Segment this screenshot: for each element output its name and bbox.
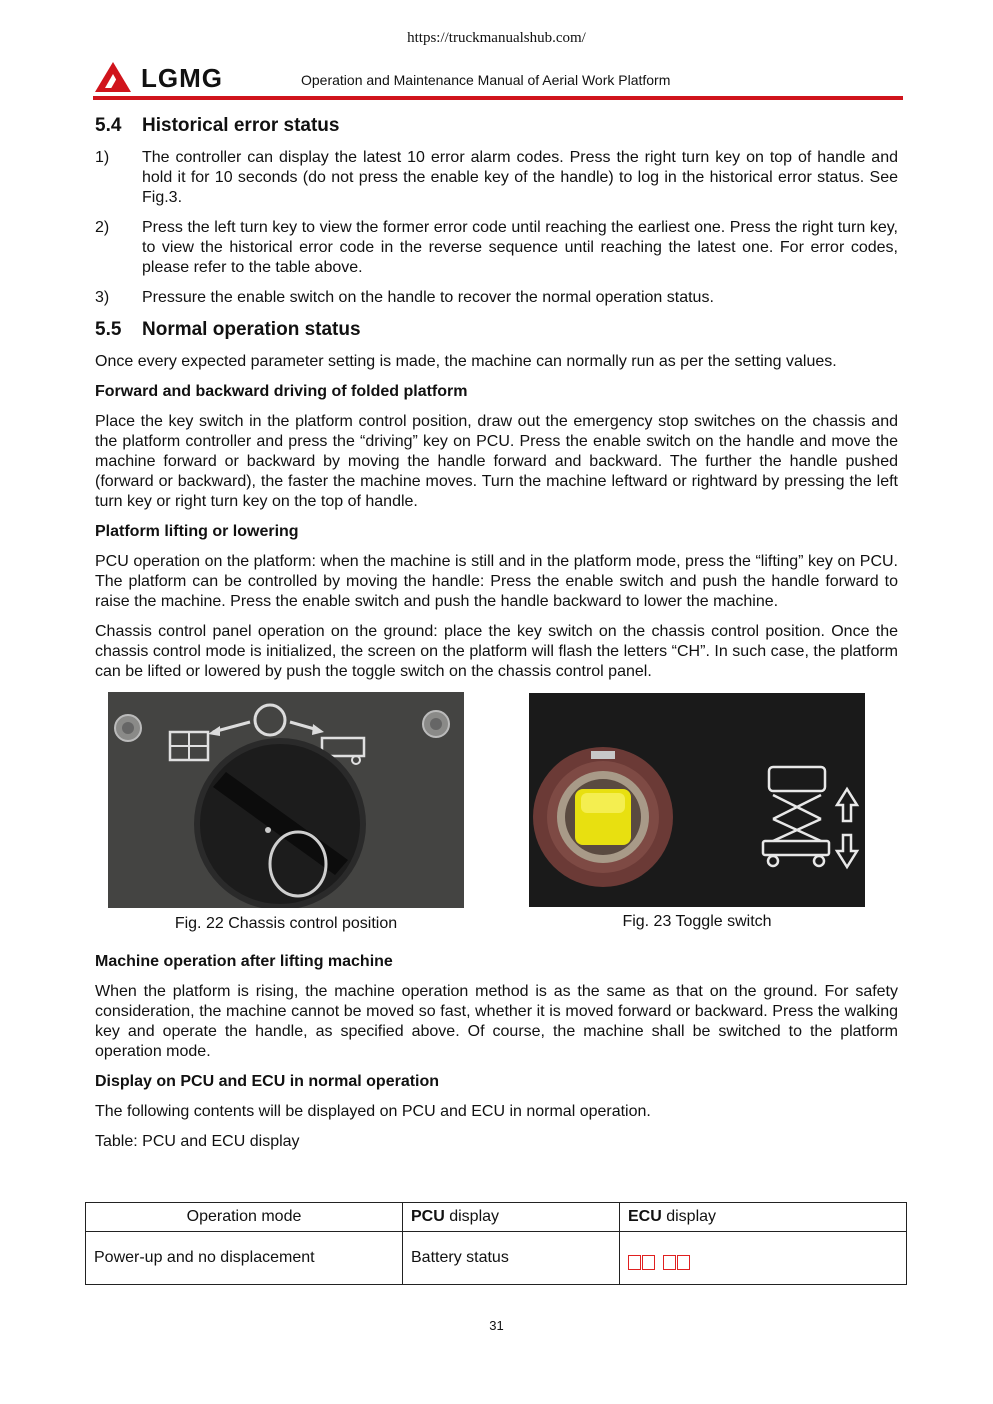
- lifting-paragraph-pcu: PCU operation on the platform: when the machine is still and in the platform mode, press the “lifting” key on PCU. The platform can be controlled by moving the handle: Press the enable switch and push the handle forward to raise the machine. Press the enable switch and push the handle backward to lower the machine.: [95, 553, 898, 610]
- subheading-lifting: Platform lifting or lowering: [95, 523, 299, 540]
- figure-row: [0, 692, 993, 942]
- after-lifting-paragraph: When the platform is rising, the machine operation method is as the same as that on the ground. For safety consideration, the machine cannot be moved so fast, whether it is moved forward or backward. Press the walking key and operate the handle, as specified above. Of course, the machine shall be switched to the platform operation mode.: [95, 983, 898, 1060]
- header-pcu-display: PCU display: [403, 1203, 620, 1232]
- subheading-after-lifting: Machine operation after lifting machine: [95, 953, 393, 970]
- section-heading-5-4: 5.4 Historical error status: [95, 115, 340, 136]
- subheading-display: Display on PCU and ECU in normal operation: [95, 1073, 440, 1090]
- cell-pcu-display: Battery status: [403, 1232, 620, 1285]
- display-paragraph: The following contents will be displayed on PCU and ECU in normal operation.: [95, 1103, 651, 1120]
- cell-operation-mode: Power-up and no displacement: [86, 1232, 403, 1285]
- toggle-switch-photo: [529, 693, 865, 907]
- subheading-driving: Forward and backward driving of folded platform: [95, 383, 468, 400]
- page-number: 31: [489, 1318, 504, 1333]
- section-heading-5-5: 5.5 Normal operation status: [95, 319, 361, 340]
- figure-23-caption: Fig. 23 Toggle switch: [622, 913, 772, 930]
- lifting-paragraph-chassis: Chassis control panel operation on the ground: place the key switch on the chassis control position. Once the chassis control mode is initialized, the screen on the platform will flash the letters “CH”. In such case, the platform can be lifted or lowered by push the toggle switch on the chassis control panel.: [95, 623, 898, 680]
- header-rule: [93, 96, 903, 100]
- cell-ecu-display: [620, 1232, 907, 1285]
- intro-paragraph: Once every expected parameter setting is made, the machine can normally run as per the setting values.: [95, 353, 837, 370]
- header-ecu-display: ECU display: [620, 1203, 907, 1232]
- driving-paragraph: Place the key switch in the platform control position, draw out the emergency stop switches on the chassis and the platform controller and press the “driving” key on PCU. Press the enable switch on the handle and move the machine forward or backward by moving the handle forward and backward. The further the handle pushed (forward or backward), the faster the machine moves. Turn the machine leftward or rightward by pressing the left turn key or right turn key on the top of handle.: [95, 413, 898, 510]
- table-row: [86, 1232, 907, 1285]
- manual-title: Operation and Maintenance Manual of Aerial Work Platform: [301, 72, 671, 88]
- source-url: https://truckmanualshub.com/: [407, 30, 586, 46]
- figure-22-caption: Fig. 22 Chassis control position: [174, 915, 398, 932]
- list-item: 3) Pressure the enable switch on the handle to recover the normal operation status.: [95, 289, 714, 306]
- page-header: [93, 58, 903, 98]
- table-caption: Table: PCU and ECU display: [95, 1133, 300, 1150]
- list-item: 1) The controller can display the latest 10 error alarm codes. Press the right turn key on top of handle and hold it for 10 seconds (do not press the enable key of the handle) to log in the historical error status. See Fig.3.: [95, 149, 898, 206]
- list-item: 2) Press the left turn key to view the former error code until reaching the earliest one. Press the right turn key, to view the historical error code in the reverse sequence until reaching the latest one. For error codes, please refer to the table above.: [95, 219, 898, 276]
- chassis-key-switch-photo: [108, 692, 464, 908]
- page-content: [95, 114, 898, 1162]
- header-operation-mode: Operation mode: [86, 1203, 403, 1232]
- lgmg-logo: [93, 60, 263, 94]
- brand-text: LGMG: [141, 63, 223, 93]
- segment-display-icon: [628, 1255, 691, 1275]
- pcu-ecu-display-table: [85, 1202, 907, 1285]
- table-header-row: [86, 1203, 907, 1232]
